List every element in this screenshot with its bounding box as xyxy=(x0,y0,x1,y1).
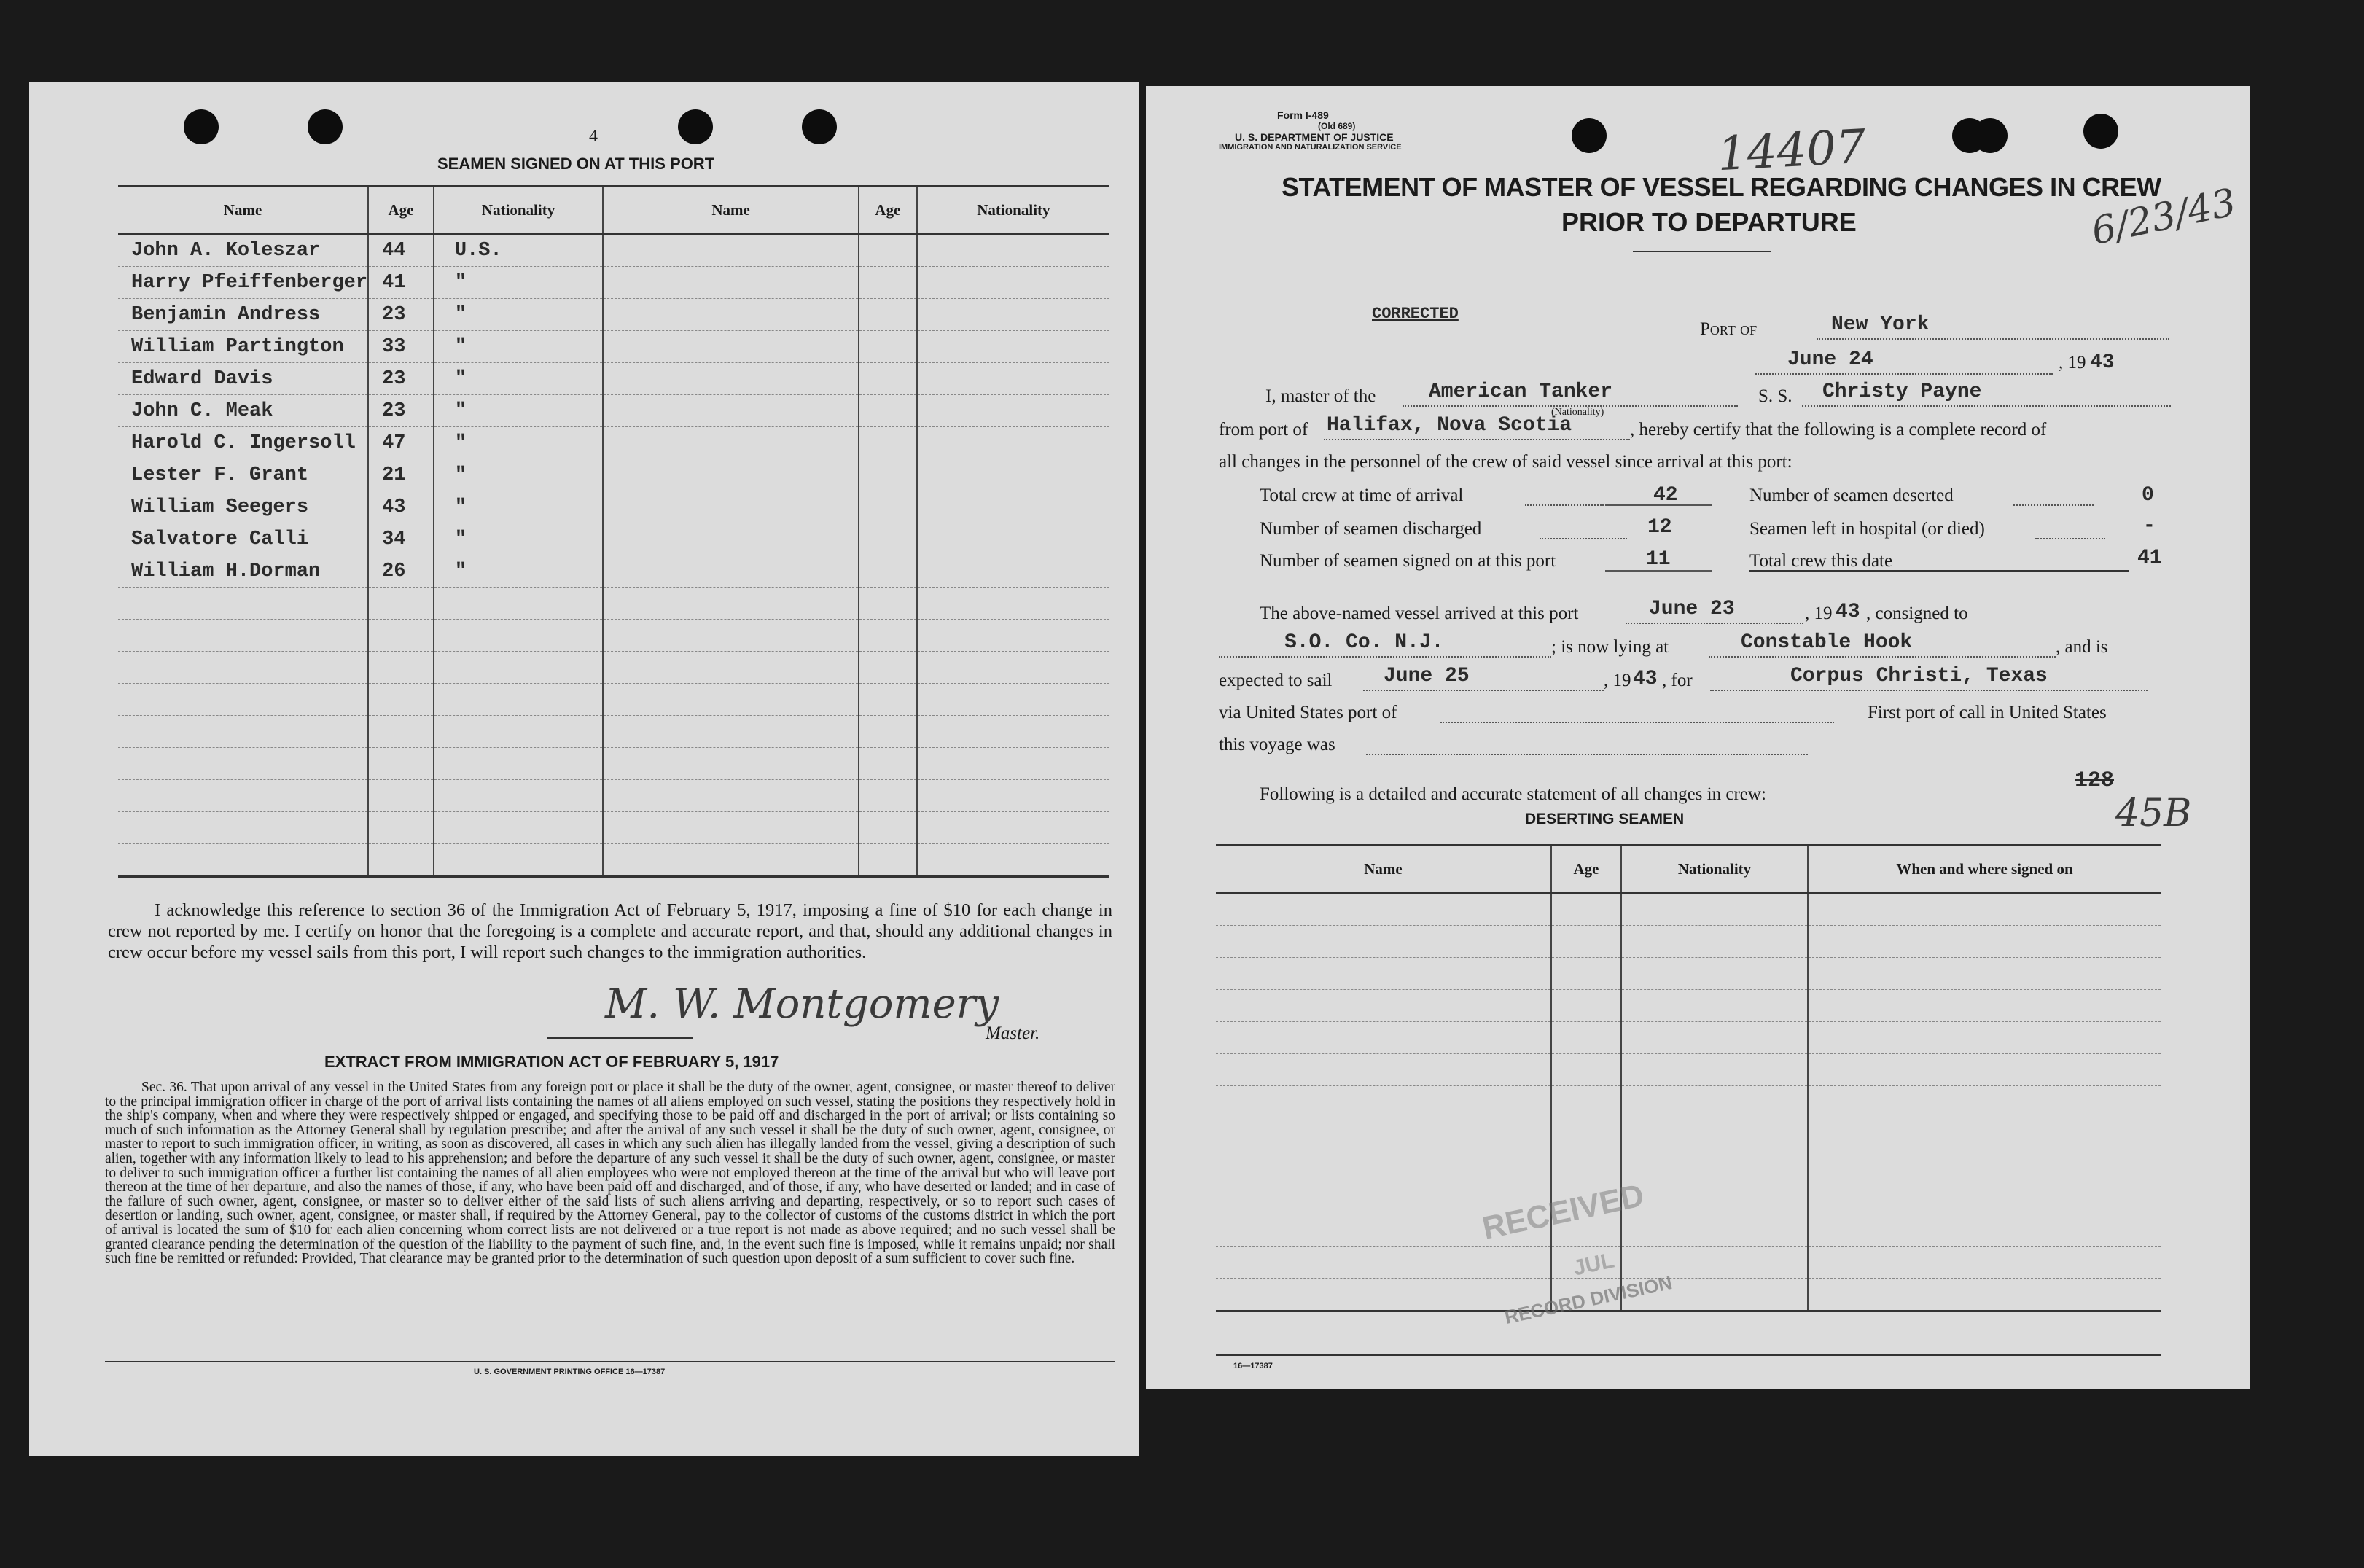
file-number-handwritten: 14407 xyxy=(1716,120,1868,182)
seaman-age: 34 xyxy=(368,523,434,555)
master-fill-line xyxy=(1403,381,1738,407)
total-arrival-label: Total crew at time of arrival xyxy=(1260,485,1464,505)
from-port-fill-line xyxy=(1324,414,1630,440)
table-row-empty xyxy=(118,652,1109,684)
seaman-nationality: " xyxy=(434,363,603,395)
seaman-name: William H.Dorman xyxy=(118,555,368,588)
first-call-text: First port of call in United States xyxy=(1868,703,2107,722)
seaman-age: 23 xyxy=(368,395,434,427)
master-label: I, master of the xyxy=(1265,386,1376,406)
seaman-age: 33 xyxy=(368,331,434,363)
seaman-name: Harry Pfeiffenberger xyxy=(118,267,368,299)
table-row xyxy=(118,331,1109,363)
extract-title: EXTRACT FROM IMMIGRATION ACT OF FEBRUARY 5, 1917 xyxy=(324,1053,779,1071)
table-row-empty xyxy=(1216,1214,2161,1247)
table-row-empty xyxy=(118,844,1109,877)
seaman-age: 23 xyxy=(368,299,434,331)
form-title: STATEMENT OF MASTER OF VESSEL REGARDING CHANGES IN CREW xyxy=(1282,172,2161,202)
table-row-empty xyxy=(118,780,1109,812)
corrected-stamp: CORRECTED xyxy=(1372,305,1459,323)
consigned-label: , consigned to xyxy=(1866,604,1968,623)
punch-hole xyxy=(678,109,713,144)
table-row-empty xyxy=(118,748,1109,780)
seaman-nationality: U.S. xyxy=(434,234,603,267)
table-row-empty xyxy=(118,812,1109,844)
form-old-number: (Old 689) xyxy=(1318,121,1356,131)
table-row-empty xyxy=(1216,1054,2161,1086)
printer-line: 16—17387 xyxy=(1233,1362,1273,1370)
extract-text: Sec. 36. That upon arrival of any vessel in the United States from any foreign port or place it shall be the duty of the owner, agent, consignee, or master thereof to deliver to the principal immigration officer in charge of the port of arrival lists containing the names of all aliens employed on such vessel, stating the positions they respectively hold in the ship's company, when and where they were respectively shipped or engaged, and specifying those to be paid off and discharged in the port of arrival; or lists containing so much of such information as the Attorney General shall by regulation prescribe; and after the arrival of any such vessel it shall be the duty of such owner, agent, consignee, or master to report to such immigration officer, in writing, as soon as discovered, all cases in which any such alien has illegally landed from the vessel, giving a description of such alien, together with any information likely to lead to his apprehension; and before the departure of any such vessel it shall be the duty of such owner, agent, consignee, or master to deliver to such immigration officer a further list containing the names of all alien employees who were not employed thereon at the time of the arrival but who will leave port thereon at the time of her departure, and also the names of those, if any, who have been paid off and discharged, and of those, if any, who have deserted or landed; and in case of the failure of such owner, agent, consignee, or master so to deliver either of the said lists of such aliens arriving and departing, respectively, or so to report such cases of desertion or landing, such owner, agent, consignee, or master shall, if required by the Attorney General, pay to the collector of customs of the customs district in which the port of arrival is located the sum of $10 for each alien concerning whom correct lists are not delivered or a true report is not made as above required; and no such vessel shall be granted clearance pending the determination of the question of the liability to the payment of such fine, and, in the event such fine is imposed, while it remains unpaid; nor shall such fine be remitted or refunded: Provided, That clearance may be granted prior to the determination of such question upon deposit of a sum sufficient to cover such fine. xyxy=(105,1080,1115,1267)
service: IMMIGRATION AND NATURALIZATION SERVICE xyxy=(1219,143,1402,152)
table-row xyxy=(118,299,1109,331)
form-subtitle: PRIOR TO DEPARTURE xyxy=(1561,207,1857,237)
via-fill-line xyxy=(1440,697,1834,723)
seaman-name: Lester F. Grant xyxy=(118,459,368,491)
discharged-value: 12 xyxy=(1647,516,1672,539)
sail-year-prefix: , 19 xyxy=(1604,671,1631,690)
sail-year: 43 xyxy=(1633,668,1658,690)
table-row xyxy=(118,555,1109,588)
seaman-name: John C. Meak xyxy=(118,395,368,427)
certify-text: , hereby certify that the following is a complete record of xyxy=(1630,420,2047,440)
sail-date: June 25 xyxy=(1384,665,1470,687)
table-row xyxy=(118,267,1109,299)
department: U. S. DEPARTMENT OF JUSTICE xyxy=(1235,131,1394,143)
signed-on-value: 11 xyxy=(1646,548,1671,571)
table-row-empty xyxy=(1216,1247,2161,1279)
punch-hole xyxy=(1572,118,1607,153)
table-row xyxy=(118,459,1109,491)
seaman-name: William Seegers xyxy=(118,491,368,523)
voyage-label: this voyage was xyxy=(1219,735,1335,754)
year-value: 43 xyxy=(2090,351,2115,374)
section-title: SEAMEN SIGNED ON AT THIS PORT xyxy=(437,155,715,173)
seaman-nationality: " xyxy=(434,427,603,459)
arrived-fill-line xyxy=(1626,598,1803,624)
seaman-age: 41 xyxy=(368,267,434,299)
table-row-empty xyxy=(1216,958,2161,990)
table-row-empty xyxy=(1216,1182,2161,1214)
total-date-label: Total crew this date xyxy=(1749,551,1893,571)
total-arrival-value: 42 xyxy=(1653,484,1678,507)
punch-hole xyxy=(184,109,219,144)
hospital-value: - xyxy=(2143,515,2156,537)
seaman-name: John A. Koleszar xyxy=(118,234,368,267)
destination-fill-line xyxy=(1710,665,2148,691)
lying-fill-line xyxy=(1709,631,2056,658)
header-nationality: Nationality xyxy=(917,187,1109,234)
header-nationality: Nationality xyxy=(434,187,603,234)
signature-role: Master. xyxy=(986,1023,1040,1043)
received-stamp: RECEIVED xyxy=(1479,1177,1647,1247)
dotted-leader xyxy=(1926,545,2101,572)
arrived-year: 43 xyxy=(1836,601,1860,623)
and-is-text: , and is xyxy=(2056,637,2108,657)
page-number: 4 xyxy=(589,127,598,146)
printer-line: U. S. GOVERNMENT PRINTING OFFICE 16—17387 xyxy=(474,1368,666,1376)
header-nationality: Nationality xyxy=(1621,846,1808,893)
seaman-nationality: " xyxy=(434,491,603,523)
seaman-nationality: " xyxy=(434,267,603,299)
seaman-nationality: " xyxy=(434,555,603,588)
received-stamp-date: JUL xyxy=(1571,1248,1617,1281)
for-label: , for xyxy=(1662,671,1693,690)
header-age: Age xyxy=(1551,846,1621,893)
seaman-name: William Partington xyxy=(118,331,368,363)
table-row-empty xyxy=(1216,1150,2161,1182)
deserting-title: DESERTING SEAMEN xyxy=(1525,811,1685,827)
consignee-value: S.O. Co. N.J. xyxy=(1284,631,1444,654)
punch-hole xyxy=(2083,114,2118,149)
seaman-name: Salvatore Calli xyxy=(118,523,368,555)
arrived-label: The above-named vessel arrived at this port xyxy=(1260,604,1579,623)
following-text: Following is a detailed and accurate statement of all changes in crew: xyxy=(1260,784,1766,804)
table-row-empty xyxy=(1216,926,2161,958)
table-row-empty xyxy=(1216,1118,2161,1150)
deserting-seamen-table xyxy=(1216,844,2161,1312)
dotted-leader xyxy=(2013,480,2094,506)
seaman-name: Edward Davis xyxy=(118,363,368,395)
table-row-empty xyxy=(1216,1086,2161,1118)
destination-value: Corpus Christi, Texas xyxy=(1790,665,2048,687)
seaman-age: 23 xyxy=(368,363,434,395)
table-row xyxy=(118,491,1109,523)
table-row xyxy=(118,363,1109,395)
table-row-empty xyxy=(1216,893,2161,926)
table-header-row xyxy=(1216,846,2161,893)
voyage-fill-line xyxy=(1366,729,1808,755)
arrived-date: June 23 xyxy=(1649,598,1735,620)
table-row-empty xyxy=(1216,990,2161,1022)
date-fill-line xyxy=(1755,348,2053,375)
table-row xyxy=(118,427,1109,459)
ss-label: S. S. xyxy=(1758,386,1792,406)
punch-hole xyxy=(308,109,343,144)
divider xyxy=(547,1037,693,1039)
year-prefix: , 19 xyxy=(2059,353,2086,373)
deserted-label: Number of seamen deserted xyxy=(1749,485,1954,505)
dotted-leader xyxy=(2035,513,2105,539)
seaman-age: 47 xyxy=(368,427,434,459)
corner-date-handwritten: 6/23/43 xyxy=(2087,180,2240,254)
divider xyxy=(1216,1354,2161,1356)
seaman-nationality: " xyxy=(434,459,603,491)
acknowledgment-paragraph: I acknowledge this reference to section 36 of the Immigration Act of February 5, 1917, imposing a fine of $10 for each change in crew not reported by me. I certify on honor that the foregoing is a complete and accurate report, and that, should any additional changes in crew occur before my vessel sails from this port, I will report such changes to the immigration authorities. xyxy=(108,900,1112,962)
table-row xyxy=(118,523,1109,555)
seaman-nationality: " xyxy=(434,523,603,555)
header-age: Age xyxy=(368,187,434,234)
handwritten-number: 45B xyxy=(2115,792,2192,835)
seaman-nationality: " xyxy=(434,299,603,331)
header-age: Age xyxy=(859,187,917,234)
divider xyxy=(105,1361,1115,1362)
divider xyxy=(1633,251,1771,252)
record-division-stamp: RECORD DIVISION xyxy=(1502,1271,1674,1329)
header-when-where: When and where signed on xyxy=(1808,846,2161,893)
signed-on-label: Number of seamen signed on at this port xyxy=(1260,551,1556,571)
expected-label: expected to sail xyxy=(1219,671,1333,690)
left-page xyxy=(29,82,1139,1456)
table-row xyxy=(118,234,1109,267)
seaman-nationality: " xyxy=(434,395,603,427)
port-value: New York xyxy=(1831,313,1930,336)
total-date-value: 41 xyxy=(2137,547,2162,569)
changes-text: all changes in the personnel of the crew of said vessel since arrival at this port: xyxy=(1219,452,1792,472)
table-row-empty xyxy=(1216,1022,2161,1054)
table-row-empty xyxy=(1216,1279,2161,1311)
table-header-row xyxy=(118,187,1109,234)
dotted-leader xyxy=(1540,513,1627,539)
consignee-fill-line xyxy=(1219,631,1551,658)
form-number: Form I-489 xyxy=(1277,109,1329,121)
seaman-age: 21 xyxy=(368,459,434,491)
table-row-empty xyxy=(118,620,1109,652)
seamen-signed-on-table xyxy=(118,185,1109,878)
discharged-label: Number of seamen discharged xyxy=(1260,519,1482,539)
seaman-nationality: " xyxy=(434,331,603,363)
table-row-empty xyxy=(118,588,1109,620)
table-row-empty xyxy=(118,716,1109,748)
table-row xyxy=(118,395,1109,427)
seaman-name: Harold C. Ingersoll xyxy=(118,427,368,459)
nationality-caption: (Nationality) xyxy=(1551,407,1604,418)
seaman-age: 26 xyxy=(368,555,434,588)
header-name: Name xyxy=(118,187,368,234)
sail-date-fill-line xyxy=(1363,665,1604,691)
hospital-label: Seamen left in hospital (or died) xyxy=(1749,519,1985,539)
master-signature: M. W. Montgomery xyxy=(605,980,999,1028)
deserted-value: 0 xyxy=(2142,484,2154,507)
lying-value: Constable Hook xyxy=(1741,631,1913,654)
header-name: Name xyxy=(603,187,859,234)
right-page xyxy=(1146,86,2250,1389)
struck-number: 128 xyxy=(2075,768,2115,793)
seaman-age: 43 xyxy=(368,491,434,523)
date-value: June 24 xyxy=(1787,348,1873,371)
arrived-year-prefix: , 19 xyxy=(1805,604,1833,623)
punch-hole xyxy=(802,109,837,144)
table-row-empty xyxy=(118,684,1109,716)
header-name: Name xyxy=(1216,846,1551,893)
from-port-value: Halifax, Nova Scotia xyxy=(1327,414,1572,437)
ss-value: Christy Payne xyxy=(1822,381,1982,403)
seaman-name: Benjamin Andress xyxy=(118,299,368,331)
dotted-leader xyxy=(1525,480,1604,506)
lying-label: ; is now lying at xyxy=(1551,637,1669,657)
ss-fill-line xyxy=(1802,381,2171,407)
via-label: via United States port of xyxy=(1219,703,1397,722)
from-port-label: from port of xyxy=(1219,420,1308,440)
master-value: American Tanker xyxy=(1429,381,1613,403)
seaman-age: 44 xyxy=(368,234,434,267)
port-fill-line xyxy=(1817,313,2169,340)
port-label: Port of xyxy=(1700,319,1758,339)
punch-hole xyxy=(1973,118,2008,153)
